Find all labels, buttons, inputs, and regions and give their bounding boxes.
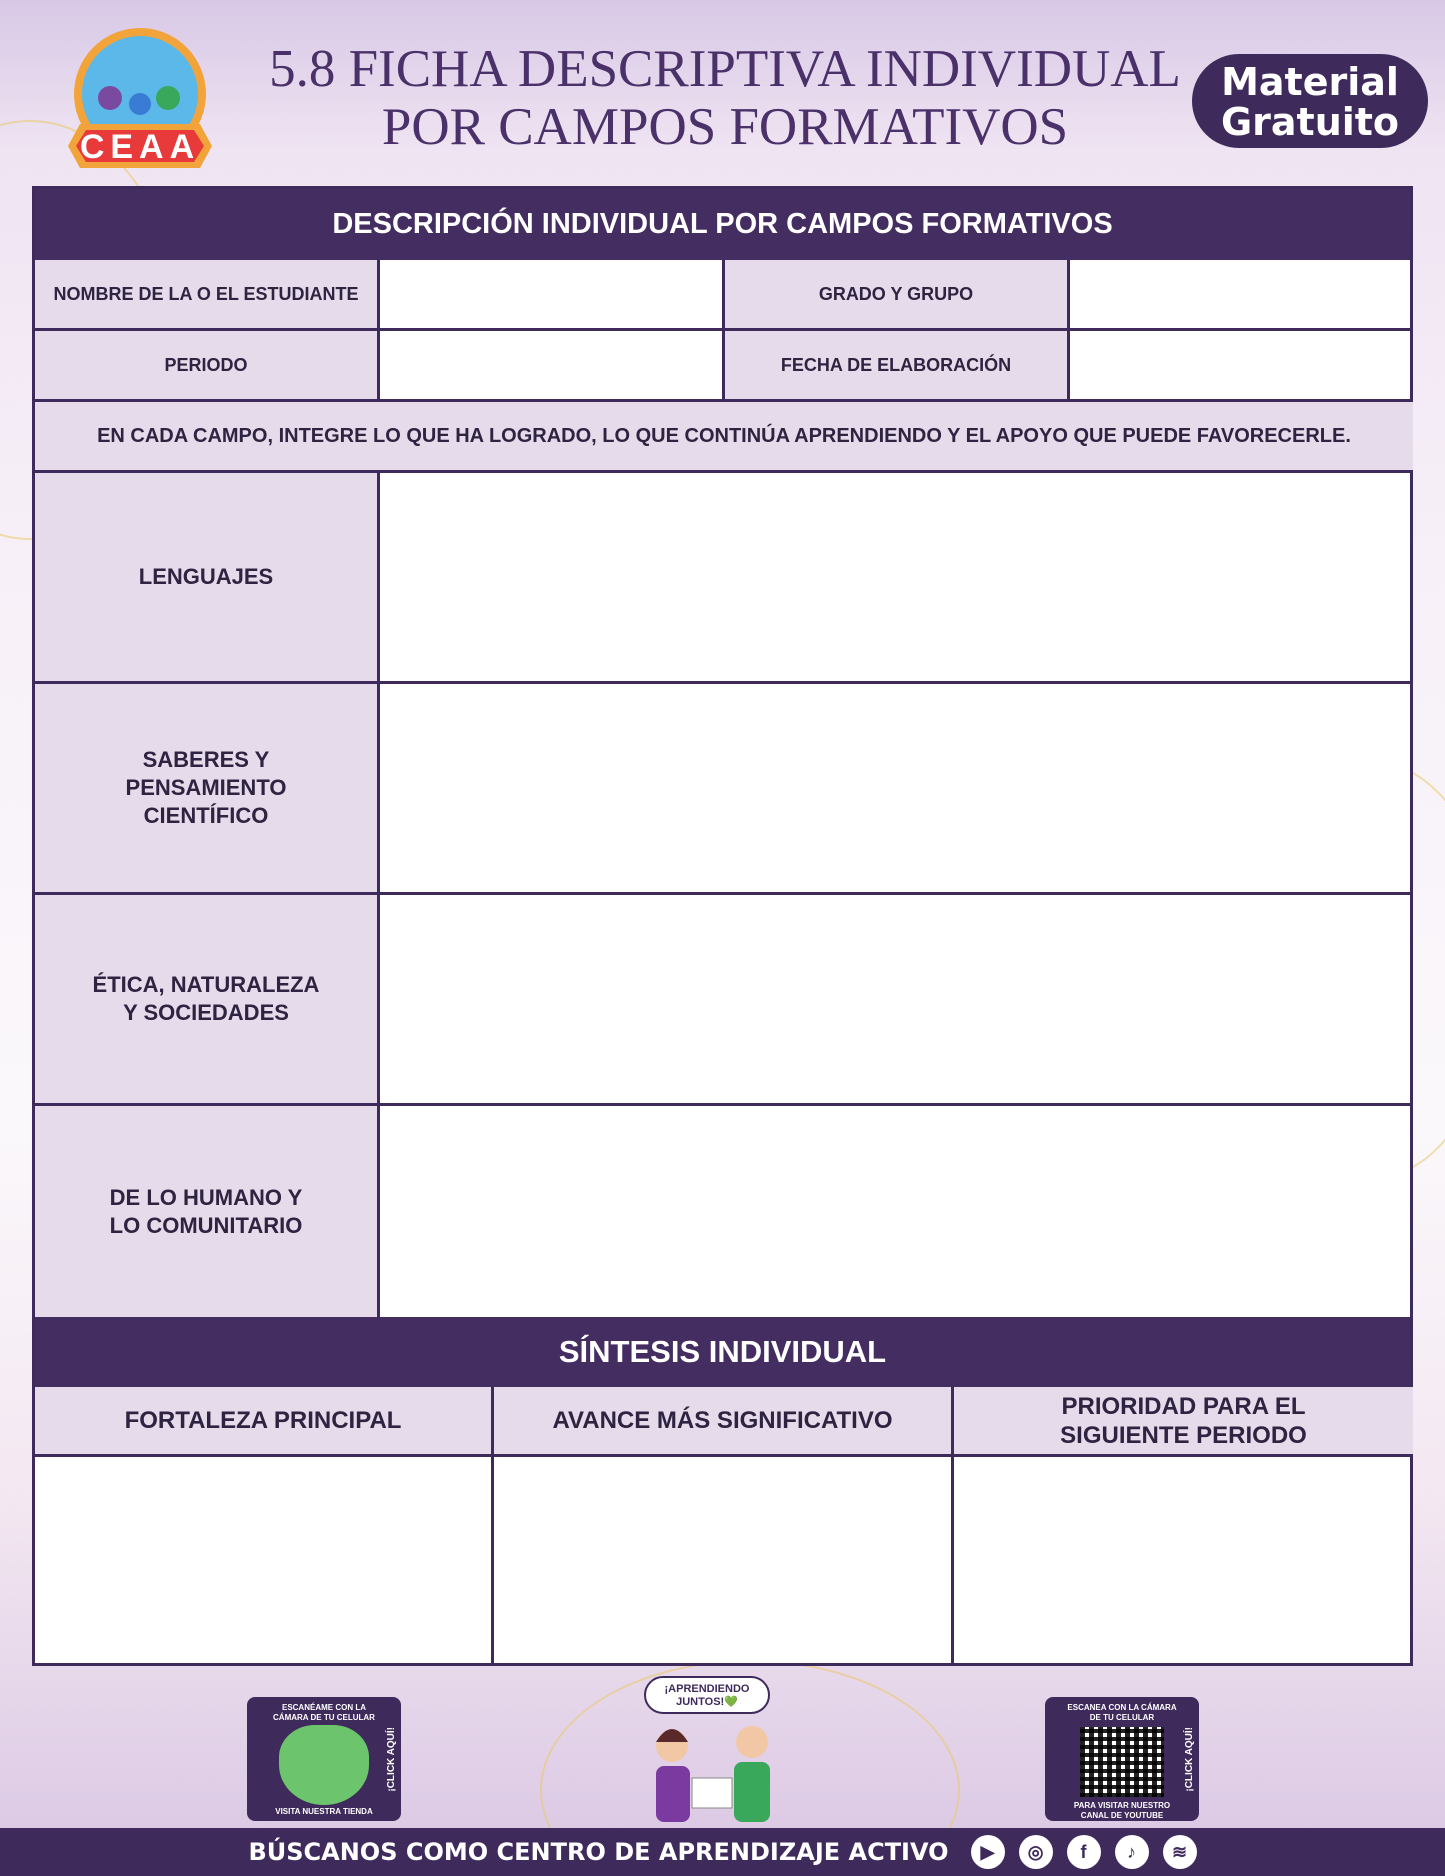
section-title: DESCRIPCIÓN INDIVIDUAL POR CAMPOS FORMATIVOS bbox=[332, 208, 1113, 240]
facebook-icon[interactable]: f bbox=[1067, 1835, 1101, 1869]
date-label-text: FECHA DE ELABORACIÓN bbox=[780, 354, 1012, 375]
page-title bbox=[255, 40, 1195, 156]
synthesis-label-line: FORTALEZA PRINCIPAL bbox=[124, 1407, 402, 1434]
date-label bbox=[725, 331, 1070, 402]
synthesis-col-strength bbox=[35, 1387, 494, 1457]
period-label-text: PERIODO bbox=[164, 354, 248, 375]
ceaa-logo bbox=[58, 28, 222, 176]
period-field[interactable] bbox=[380, 331, 725, 402]
period-label bbox=[35, 331, 380, 402]
footer-bar bbox=[0, 1828, 1445, 1876]
grade-group-label bbox=[725, 260, 1070, 331]
field-label-line: DE LO HUMANO Y bbox=[109, 1184, 303, 1210]
field-label-humano bbox=[35, 1106, 380, 1317]
field-input-saberes[interactable] bbox=[380, 684, 1413, 895]
synthesis-label-line: PRIORIDAD PARA EL bbox=[1061, 1392, 1306, 1420]
grade-group-field[interactable] bbox=[1070, 260, 1413, 331]
synthesis-header bbox=[35, 1317, 1410, 1387]
footer-search-text: BÚSCANOS COMO CENTRO DE APRENDIZAJE ACTIVO bbox=[248, 1838, 949, 1866]
field-label-lenguajes bbox=[35, 473, 380, 684]
field-label-line: LO COMUNITARIO bbox=[109, 1212, 303, 1238]
descriptive-form bbox=[32, 186, 1413, 1666]
field-input-humano[interactable] bbox=[380, 1106, 1413, 1317]
teachers-illustration bbox=[630, 1676, 800, 1826]
synthesis-input-priority[interactable] bbox=[954, 1457, 1413, 1663]
qr-right-top-text: ESCANEA CON LA CÁMARA DE TU CELULAR bbox=[1067, 1703, 1177, 1722]
qr-left-bottom-text: VISITA NUESTRA TIENDA bbox=[275, 1807, 373, 1816]
field-label-line: SABERES Y bbox=[142, 747, 270, 772]
synthesis-col-priority bbox=[954, 1387, 1413, 1457]
field-label-etica bbox=[35, 895, 380, 1106]
field-label-line: PENSAMIENTO bbox=[125, 775, 287, 800]
speech-bubble-text: ¡APRENDIENDO JUNTOS!💚 bbox=[664, 1683, 750, 1708]
youtube-qr-card[interactable] bbox=[1045, 1697, 1199, 1821]
qr-left-top-text: ESCANÉAME CON LA CÁMARA DE TU CELULAR bbox=[273, 1703, 375, 1722]
qr-right-click-text: ¡CLICK AQUÍ! bbox=[1184, 1727, 1195, 1792]
field-label-line: LENGUAJES bbox=[138, 564, 274, 589]
student-name-label bbox=[35, 260, 380, 331]
section-header bbox=[35, 189, 1410, 260]
field-input-lenguajes[interactable] bbox=[380, 473, 1413, 684]
title-line-1: 5.8 FICHA DESCRIPTIVA INDIVIDUAL bbox=[269, 40, 1181, 98]
synthesis-label-line: AVANCE MÁS SIGNIFICATIVO bbox=[552, 1407, 893, 1434]
student-name-label-text: NOMBRE DE LA O EL ESTUDIANTE bbox=[53, 283, 359, 304]
title-line-2: POR CAMPOS FORMATIVOS bbox=[381, 98, 1069, 156]
instruction-row bbox=[35, 402, 1413, 473]
qr-code-icon bbox=[1080, 1727, 1164, 1797]
youtube-icon[interactable]: ▶ bbox=[971, 1835, 1005, 1869]
tiktok-icon[interactable]: ♪ bbox=[1115, 1835, 1149, 1869]
instagram-icon[interactable]: ◎ bbox=[1019, 1835, 1053, 1869]
student-name-field[interactable] bbox=[380, 260, 725, 331]
field-label-line: ÉTICA, NATURALEZA bbox=[92, 972, 320, 997]
date-field[interactable] bbox=[1070, 331, 1413, 402]
field-input-etica[interactable] bbox=[380, 895, 1413, 1106]
qr-left-click-text: ¡CLICK AQUÍ! bbox=[386, 1727, 397, 1792]
grade-group-label-text: GRADO Y GRUPO bbox=[818, 283, 974, 304]
heart-qr-code-icon bbox=[279, 1725, 369, 1805]
store-qr-card[interactable] bbox=[247, 1697, 401, 1821]
field-label-line: Y SOCIEDADES bbox=[123, 1000, 289, 1025]
synthesis-title: SÍNTESIS INDIVIDUAL bbox=[558, 1334, 887, 1369]
field-label-saberes bbox=[35, 684, 380, 895]
synthesis-col-progress bbox=[494, 1387, 954, 1457]
badge-line-2: Gratuito bbox=[1220, 100, 1400, 144]
synthesis-input-progress[interactable] bbox=[494, 1457, 954, 1663]
logo-text: CEAA bbox=[79, 128, 201, 166]
badge-line-1: Material bbox=[1221, 60, 1399, 104]
instruction-text: EN CADA CAMPO, INTEGRE LO QUE HA LOGRADO, LO QUE CONTINÚA APRENDIENDO Y EL APOYO QUE PUEDE FAVORECERLE. bbox=[97, 424, 1351, 447]
free-material-badge bbox=[1192, 54, 1428, 148]
synthesis-label-line: SIGUIENTE PERIODO bbox=[1060, 1421, 1307, 1449]
field-label-line: CIENTÍFICO bbox=[143, 803, 269, 828]
spotify-icon[interactable]: ≋ bbox=[1163, 1835, 1197, 1869]
qr-right-bottom-text: PARA VISITAR NUESTRO CANAL DE YOUTUBE bbox=[1073, 1801, 1171, 1820]
speech-bubble bbox=[644, 1676, 770, 1714]
synthesis-input-strength[interactable] bbox=[35, 1457, 494, 1663]
